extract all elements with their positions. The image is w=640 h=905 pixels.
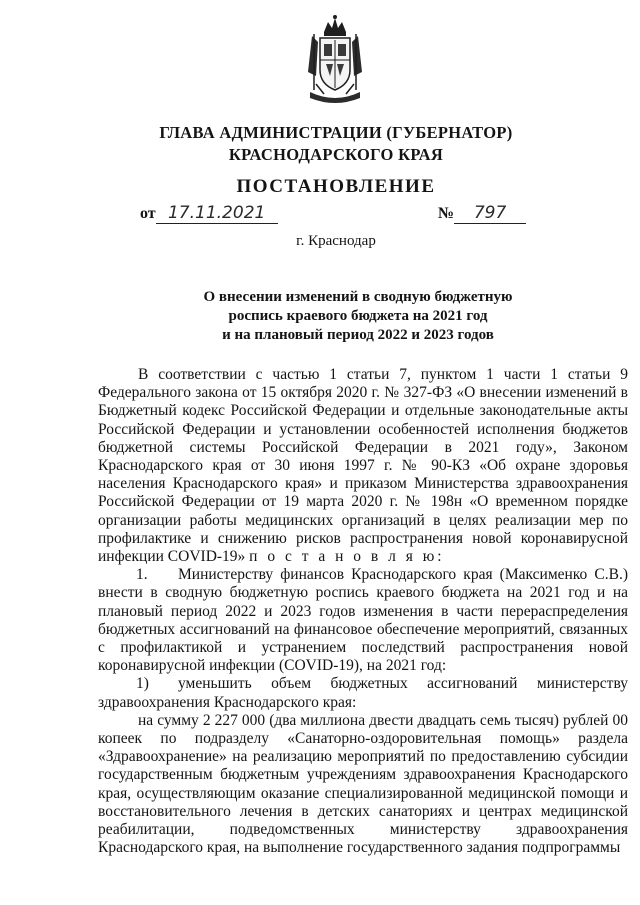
paragraph-1	[98, 566, 628, 675]
date-field	[140, 203, 278, 224]
number-prefix: №	[438, 205, 455, 222]
paragraph-1-number: 1.	[136, 566, 148, 584]
intro-paragraph	[98, 366, 628, 566]
city-label: г. Краснодар	[296, 233, 376, 249]
paragraph-1-text: Министерству финансов Краснодарского края (Максименко С.В.) внести в сводную бюджетную роспись краевого бюджета на 2021 год и на плановый период 2022 и 2023 годов изменения в части перераспределения бюджетных ассигнований на финансовое обеспечение мероприятий, связанных с профилактикой и устранением последствий распространения новой коронавирусной инфекции (COVID-19), на 2021 год:	[98, 566, 628, 675]
subparagraph-1-detail: на сумму 2 227 000 (два миллиона двести двадцать семь тысяч) рублей 00 копеек по подразделу «Санаторно-оздоровительная помощь» раздела «Здравоохранение» на реализацию мероприятий по предоставлению субсидии государственным бюджетным учреждениям здравоохранения Краснодарского края, осуществляющим оказание специализированной медицинской помощи и восстановительного лечения в детских санаториях и центрах медицинской реабилитации, подведомственных министерству здравоохранения Краснодарского края, на выполнение государственного задания подпрограммы	[98, 711, 628, 857]
authority-line-2: КРАСНОДАРСКОГО КРАЯ	[228, 145, 444, 164]
authority-line-1: ГЛАВА АДМИНИСТРАЦИИ (ГУБЕРНАТОР)	[159, 123, 513, 142]
issuing-authority	[0, 122, 640, 166]
handwritten-date: 17.11.2021	[156, 203, 278, 224]
document-body	[98, 366, 628, 857]
document-type: ПОСТАНОВЛЕНИЕ	[236, 176, 436, 197]
title-line-1: О внесении изменений в сводную бюджетную	[203, 289, 513, 305]
title-line-3: и на плановый период 2022 и 2023 годов	[222, 327, 494, 343]
subparagraph-1-text: уменьшить объем бюджетных ассигнований министерству здравоохранения Краснодарского края:	[98, 675, 628, 711]
title-line-2: роспись краевого бюджета на 2021 год	[228, 308, 488, 324]
coat-of-arms-emblem	[302, 14, 368, 106]
handwritten-number: 797	[454, 203, 526, 224]
document-title	[0, 288, 640, 345]
date-prefix: от	[140, 205, 156, 222]
number-field	[438, 203, 526, 224]
subparagraph-1-number: 1)	[136, 675, 149, 693]
intro-text: В соответствии с частью 1 статьи 7, пунктом 1 части 1 статьи 9 Федерального закона от 15 октября 2020 г. № 327-ФЗ «О внесении изменений в Бюджетный кодекс Российской Федерации и отдельные законодательные акты Российской Федерации и установлении особенностей исполнения бюджетов бюджетной системы Российской Федерации в 2021 году», Законом Краснодарского края от 30 июня 1997 г. № 90-КЗ «Об охране здоровья населения Краснодарского края» и приказом Министерства здравоохранения Российской Федерации от 19 марта 2020 г. № 198н «О временном порядке организации работы медицинских организаций в целях реализации мер по профилактике и снижению рисков распространения новой коронавирусной инфекции COVID-19»	[98, 366, 628, 566]
subparagraph-1	[98, 675, 628, 711]
decree-word: п о с т а н о в л я ю:	[249, 548, 445, 566]
